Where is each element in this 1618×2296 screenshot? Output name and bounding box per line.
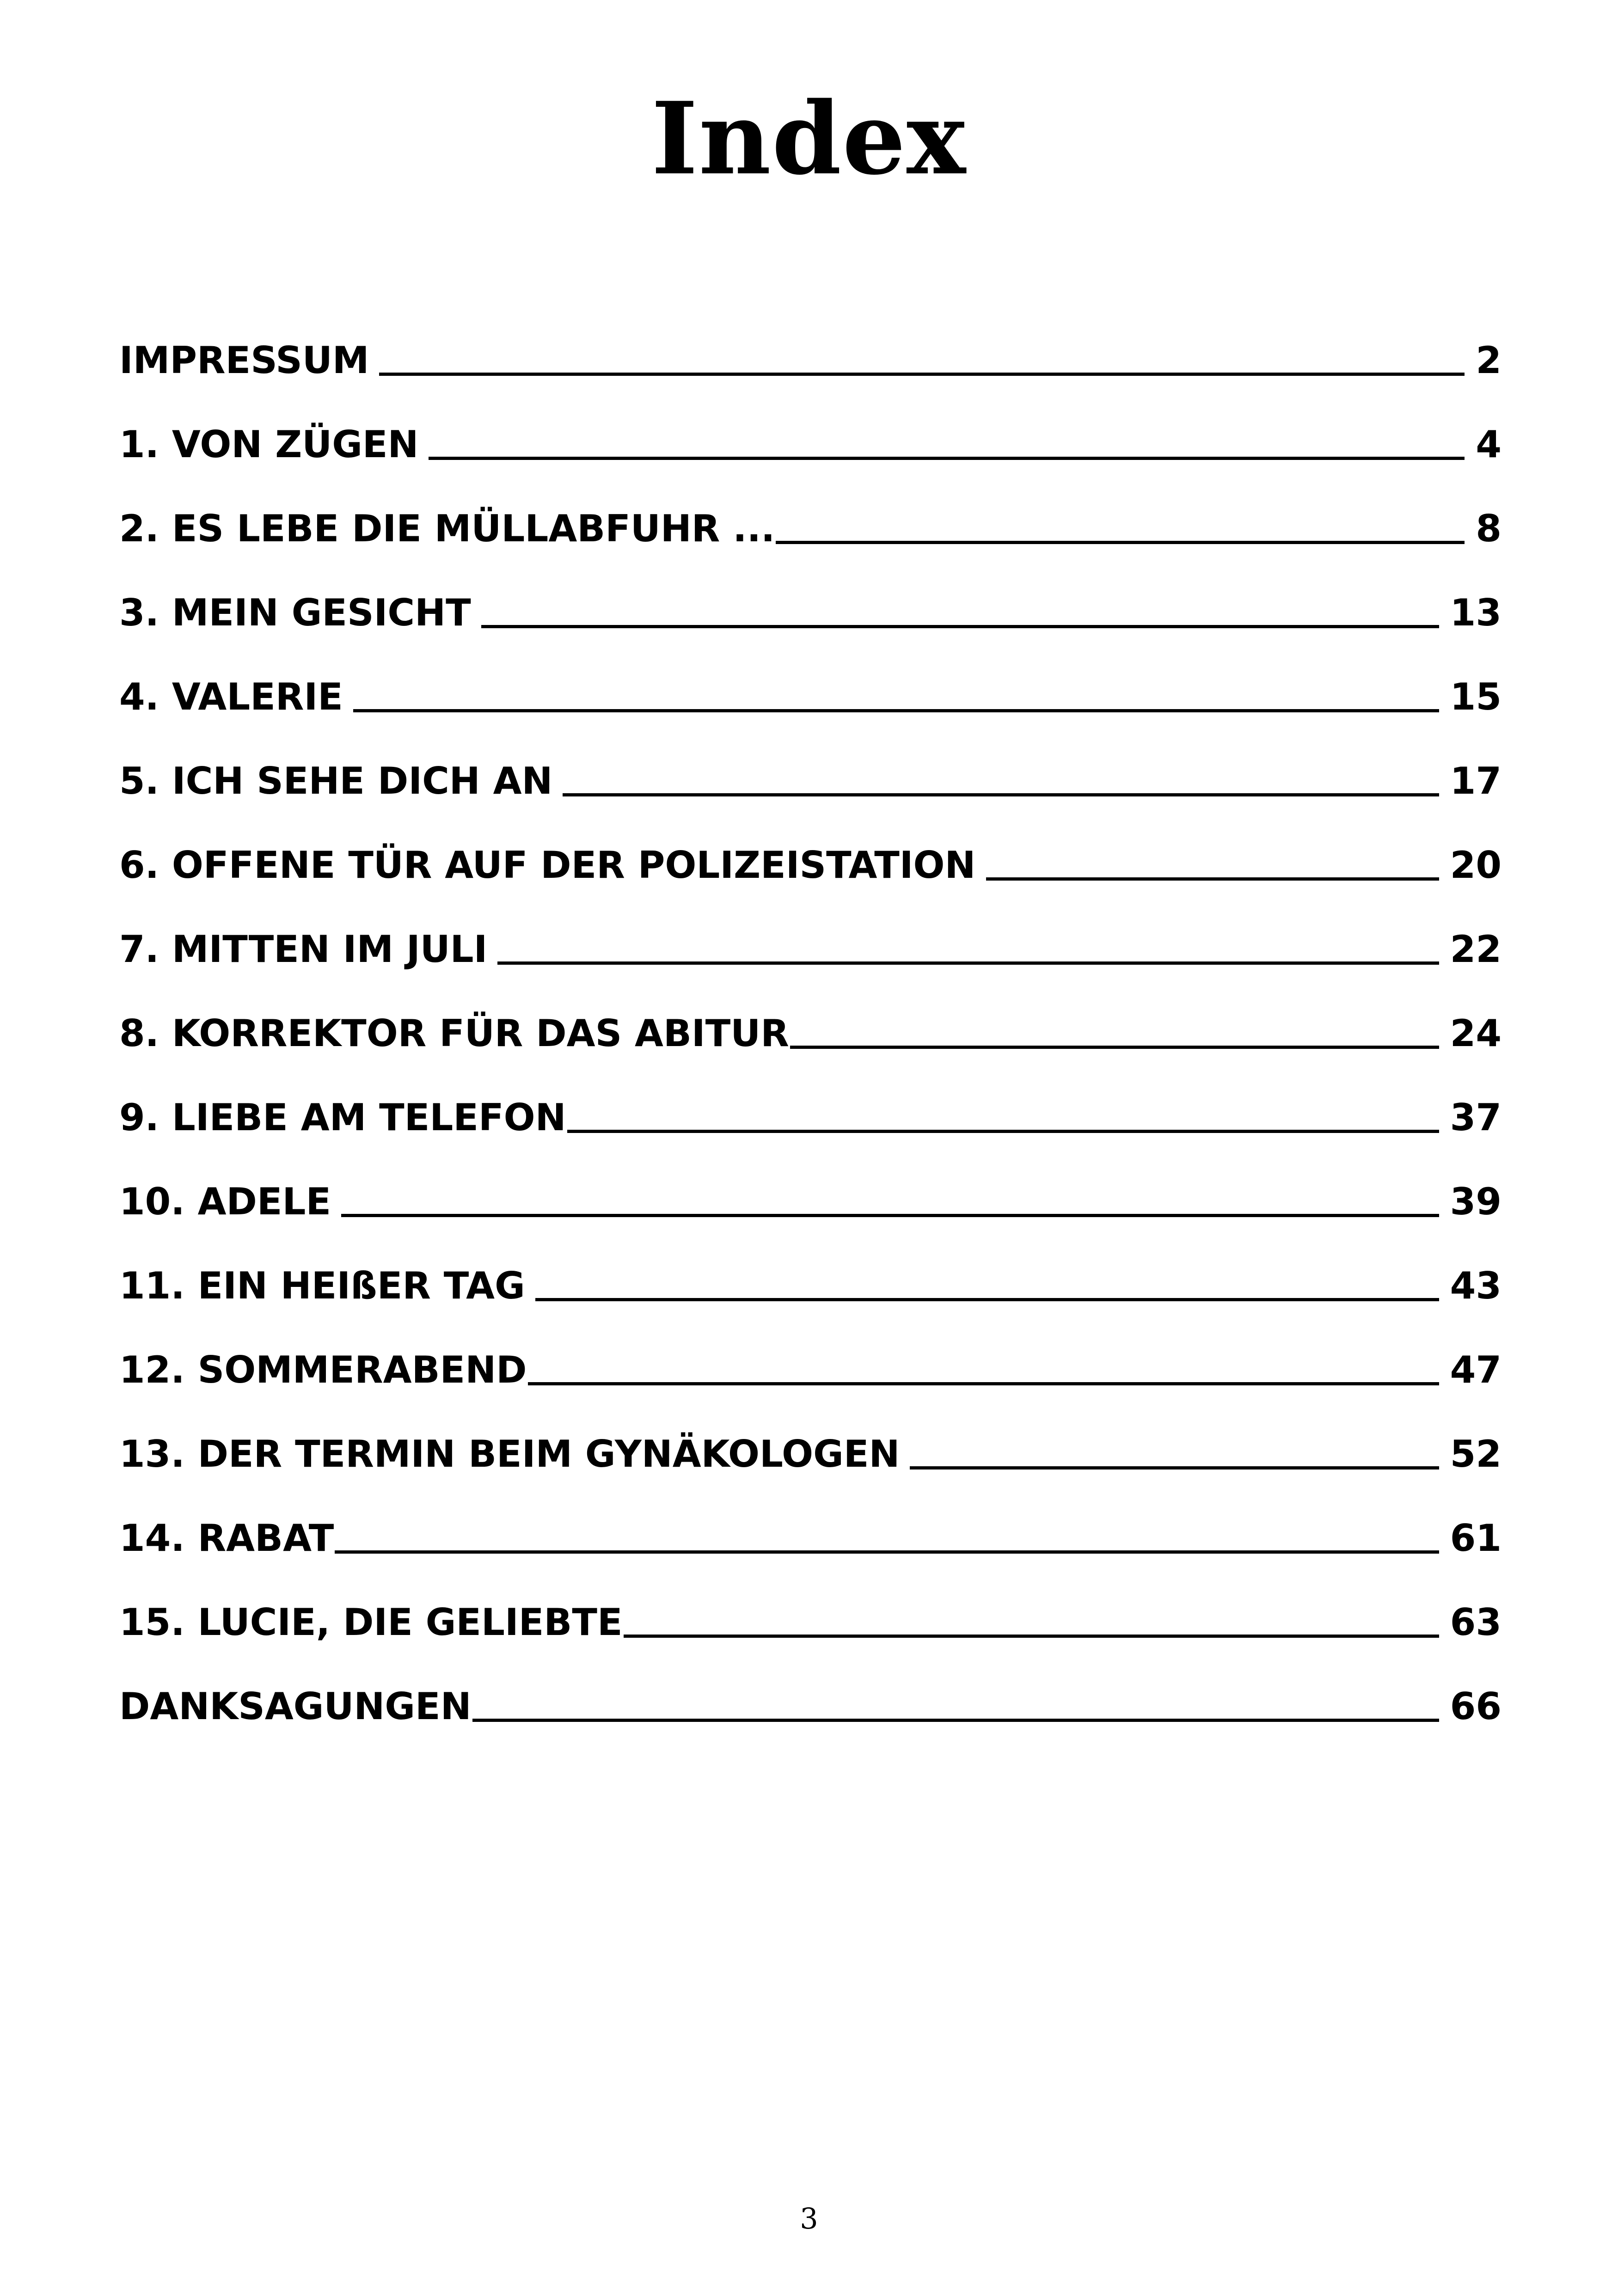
toc-leader-line: [790, 1046, 1439, 1049]
toc-entry-label: DANKSAGUNGEN: [119, 1685, 472, 1728]
toc-entry[interactable]: [119, 997, 1502, 1081]
toc-entry[interactable]: [119, 660, 1502, 744]
toc-leader-line: [497, 961, 1439, 965]
toc-entry-page: 37: [1450, 1096, 1502, 1139]
toc-entry-label: 1. VON ZÜGEN: [119, 423, 419, 466]
toc-entry-page: 20: [1450, 844, 1502, 887]
toc-entry-label: 5. ICH SEHE DICH AN: [119, 759, 553, 802]
toc-entry[interactable]: [119, 492, 1502, 576]
toc-entry[interactable]: [119, 912, 1502, 997]
toc-entry-label: 9. LIEBE AM TELEFON: [119, 1096, 566, 1139]
toc-entry-page: 24: [1450, 1012, 1502, 1055]
toc-leader-line: [335, 1550, 1439, 1554]
toc-leader-line: [563, 793, 1439, 796]
toc-leader-line: [353, 709, 1439, 712]
toc-entry[interactable]: [119, 1249, 1502, 1333]
toc-entry-label: 4. VALERIE: [119, 675, 343, 718]
table-of-contents: [119, 324, 1502, 1754]
toc-entry-label: 13. DER TERMIN BEIM GYNÄKOLOGEN: [119, 1433, 900, 1476]
toc-entry[interactable]: [119, 828, 1502, 912]
toc-leader-line: [429, 457, 1465, 460]
toc-entry-label: 12. SOMMERABEND: [119, 1348, 527, 1391]
toc-leader-line: [776, 541, 1465, 544]
toc-entry-page: 43: [1450, 1264, 1502, 1307]
toc-entry-page: 13: [1450, 591, 1502, 634]
toc-entry-page: 2: [1476, 339, 1502, 382]
toc-leader-line: [535, 1298, 1439, 1301]
toc-leader-line: [481, 625, 1439, 628]
toc-entry-page: 52: [1450, 1433, 1502, 1476]
toc-leader-line: [567, 1130, 1439, 1133]
toc-entry-page: 15: [1450, 675, 1502, 718]
toc-entry-label: IMPRESSUM: [119, 339, 369, 382]
toc-entry-label: 7. MITTEN IM JULI: [119, 928, 488, 971]
toc-entry[interactable]: [119, 1165, 1502, 1249]
page-number: 3: [800, 2202, 818, 2235]
page-title: Index: [651, 80, 967, 197]
toc-entry-label: 6. OFFENE TÜR AUF DER POLIZEISTATION: [119, 844, 976, 887]
toc-entry-page: 61: [1450, 1517, 1502, 1560]
toc-entry[interactable]: [119, 1501, 1502, 1586]
toc-entry-page: 39: [1450, 1180, 1502, 1223]
toc-entry-label: 2. ES LEBE DIE MÜLLABFUHR ...: [119, 507, 775, 550]
toc-entry-page: 22: [1450, 928, 1502, 971]
toc-entry-page: 4: [1476, 423, 1502, 466]
toc-leader-line: [624, 1635, 1439, 1638]
toc-entry-label: 8. KORREKTOR FÜR DAS ABITUR: [119, 1012, 789, 1055]
toc-entry-label: 10. ADELE: [119, 1180, 331, 1223]
toc-entry-page: 63: [1450, 1601, 1502, 1644]
toc-entry[interactable]: [119, 576, 1502, 660]
toc-entry-page: 47: [1450, 1348, 1502, 1391]
toc-leader-line: [986, 877, 1439, 881]
toc-leader-line: [910, 1466, 1439, 1469]
toc-entry-page: 8: [1476, 507, 1502, 550]
toc-leader-line: [528, 1382, 1439, 1385]
toc-entry[interactable]: [119, 324, 1502, 408]
toc-leader-line: [472, 1719, 1439, 1722]
toc-entry[interactable]: [119, 1333, 1502, 1417]
toc-entry-label: 15. LUCIE, DIE GELIEBTE: [119, 1601, 623, 1644]
toc-leader-line: [341, 1214, 1439, 1217]
toc-entry-page: 17: [1450, 759, 1502, 802]
toc-entry-label: 11. EIN HEIßER TAG: [119, 1264, 525, 1307]
toc-entry[interactable]: [119, 408, 1502, 492]
toc-entry[interactable]: [119, 1670, 1502, 1754]
toc-leader-line: [379, 373, 1465, 376]
toc-entry[interactable]: [119, 1586, 1502, 1670]
toc-entry[interactable]: [119, 1417, 1502, 1501]
toc-entry-page: 66: [1450, 1685, 1502, 1728]
toc-entry-label: 14. RABAT: [119, 1517, 334, 1560]
toc-entry[interactable]: [119, 744, 1502, 828]
toc-entry-label: 3. MEIN GESICHT: [119, 591, 471, 634]
toc-entry[interactable]: [119, 1081, 1502, 1165]
